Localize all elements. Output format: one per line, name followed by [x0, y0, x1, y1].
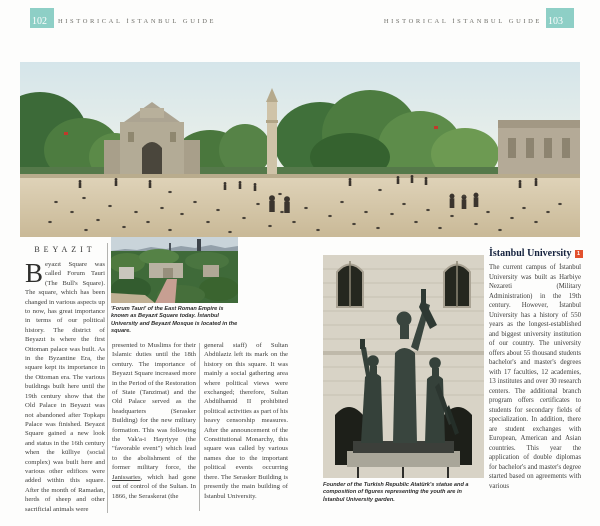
- beyazit-square-photo-art: [20, 62, 580, 237]
- beyazit-square-photo: [20, 62, 580, 237]
- university-heading-text: İstanbul University: [489, 248, 572, 259]
- plaza-ground: [20, 174, 580, 237]
- page-number-right: [546, 8, 574, 28]
- column-divider-1: [107, 243, 108, 513]
- page-number-left-value: 102: [32, 16, 47, 27]
- flag-left: [64, 132, 68, 135]
- running-title-right: HISTORICAL İSTANBUL GUIDE: [383, 18, 542, 25]
- aerial-campus-photo: [111, 237, 238, 303]
- dropcap: B: [25, 258, 44, 288]
- page-number-left: [30, 8, 54, 28]
- aerial-campus-photo-art: [111, 237, 238, 303]
- university-heading: [489, 248, 581, 259]
- university-sidebar: [489, 248, 581, 491]
- article-column-2-text-end: , which had gone out of control of the Sultan. In 1866, the Seraskerat (the: [112, 473, 196, 500]
- section-heading-beyazit: BEYAZIT: [34, 245, 96, 254]
- running-title-left: HISTORICAL İSTANBUL GUIDE: [58, 18, 217, 25]
- ataturk-statue-photo-art: [323, 255, 484, 478]
- article-column-1: [25, 260, 105, 514]
- ataturk-statue-photo: [323, 255, 484, 478]
- article-column-3: general staff) of Sultan Abdülaziz left its mark on the history on this square. It was mainly a social gathering area where political views were exchanged; therefore, Sultan Abdülhamid II prohibited political activities as part of his heavy censorship measures. After the announcement of the Constitutional Monarchy, this square was called by various names due to the important political events occurring there. The Serasker Building is presently the main building of İstanbul University.: [204, 342, 288, 500]
- tower-silhouette: [197, 239, 201, 252]
- map-marker-1: 1: [575, 250, 583, 258]
- university-body-text: The current campus of İstanbul University was built as Harbiye Nezareti (Military Administration) in the 19th century. However, İstanbul University has a history of 550 years as the longest-established and biggest university institution of our country. The university offers about 55 thousand students bachelor's and master's degrees with 17 faculties, 12 academies, 13 institutes and over 30 research centers. The additional branch program offers certificates to students for secondary fields of specialization. In addition, there are student exchanges with European, American and Asian countries. This year the application of double diplomas for bachelor's and master's degree started based on agreements with various: [489, 264, 581, 490]
- aerial-photo-caption: 'Forum Tauri' of the East Roman Empire is known as Beyazıt Square today. İstanbul University and Beyazıt Mosque is located in the square.: [111, 306, 238, 335]
- statue-photo-caption: Founder of the Turkish Republic Atatürk's statue and a composition of figures representing the youth are in İstanbul University garden.: [323, 482, 469, 503]
- article-column-2: [112, 341, 196, 501]
- article-column-1-text: eyazıt Square was called Forum Tauri (The Bull's Square). The square, which has been changed in various aspects up to now, has great importance in terms of our political history. The district of Beyazıt is where the first Ottoman palace was built. As in the Byzantine Era, the square kept its importance in the Ottoman era. The various buildings built here until the 19th century show that the Old Palace in Beyazıt was not abandoned after Topkapı Palace was finished. Beyazıt Square gained a new look and status in the 16th century when the külliye (social complex) was built here and various other edifices were added within this square. After the month of Ramadan, herds of sheep and other sacrificial animals were: [25, 261, 105, 513]
- page-number-right-value: 103: [548, 16, 563, 27]
- mosque-building: [498, 120, 580, 175]
- article-column-2-text: presented to Muslims for their Islamic duties until the 18th century. The importance of Beyazıt Square increased more in the Period of the Restoration of State (Tanzimat) and the Old Palace served as the headquarters (Serasker Building) for the new military formation. This was following the Vak'a-i Hayriyye (the "favorable event") which lead to the abolishment of the former military force, the: [112, 342, 196, 472]
- flag-right: [434, 126, 438, 129]
- janissaries-term: Janissaries: [112, 473, 141, 481]
- beyazit-tower: [266, 88, 278, 176]
- column-divider-2: [199, 343, 200, 511]
